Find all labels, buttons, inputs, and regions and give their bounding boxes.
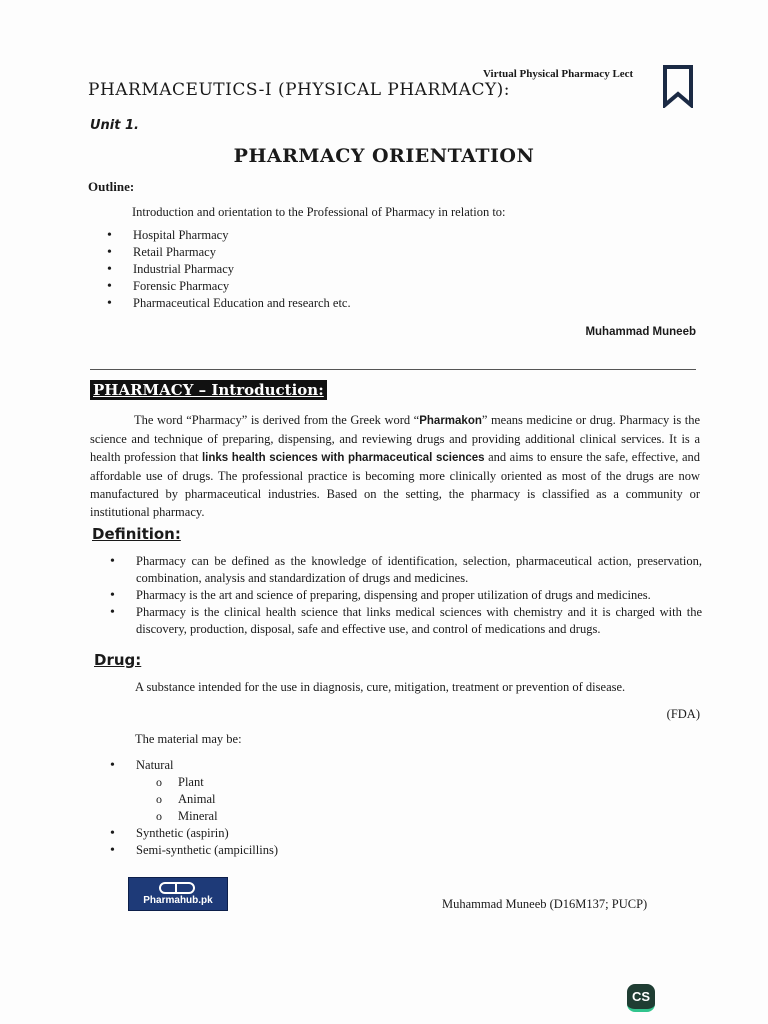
camscanner-badge-icon: CS <box>627 984 655 1012</box>
list-item: • Forensic Pharmacy <box>107 278 351 295</box>
list-item: • Pharmacy is the art and science of preparing, dispensing and proper utilization of drugs and medicines. <box>110 587 702 604</box>
lecture-header: Virtual Physical Pharmacy Lect <box>483 68 634 80</box>
list-item: • Industrial Pharmacy <box>107 261 351 278</box>
sub-list-item: o Animal <box>156 791 278 808</box>
natural-label: Natural <box>136 758 174 772</box>
outline-intro: Introduction and orientation to the Professional of Pharmacy in relation to: <box>132 205 506 219</box>
list-item: • Hospital Pharmacy <box>107 227 351 244</box>
list-item <box>110 757 278 825</box>
drug-definition: A substance intended for the use in diagnosis, cure, mitigation, treatment or prevention of disease. <box>135 680 626 694</box>
list-item: • Pharmacy is the clinical health science that links medical sciences with chemistry and it is charged with the discovery, production, disposal, safe and effective use, and control of medications and drugs. <box>110 604 702 638</box>
logo-mark-icon <box>159 882 195 894</box>
drug-heading: Drug: <box>94 651 142 669</box>
source-citation: (FDA) <box>666 707 700 721</box>
unit-label: Unit 1. <box>90 118 139 133</box>
definition-list <box>110 553 702 638</box>
list-item: • Pharmacy can be defined as the knowledge of identification, selection, pharmaceutical action, preservation, combination, analysis and standardization of drugs and medicines. <box>110 553 702 587</box>
subject-title: PHARMACEUTICS-I (PHYSICAL PHARMACY): <box>88 80 511 100</box>
list-item: • Pharmaceutical Education and research etc. <box>107 295 351 312</box>
intro-text-1: The word “Pharmacy” is derived from the Greek word “ <box>134 413 420 427</box>
list-item: • Retail Pharmacy <box>107 244 351 261</box>
material-list <box>110 757 278 859</box>
outline-list <box>107 227 351 312</box>
definition-heading: Definition: <box>92 525 181 543</box>
intro-paragraph <box>90 411 700 521</box>
logo-text: Pharmahub.pk <box>143 895 213 906</box>
natural-sublist <box>136 774 278 825</box>
intro-heading: PHARMACY – Introduction: <box>90 380 327 400</box>
footer-author: Muhammad Muneeb (D16M137; PUCP) <box>442 897 648 911</box>
pharmahub-logo <box>128 877 228 911</box>
material-intro: The material may be: <box>135 732 242 746</box>
intro-bold-1: Pharmakon <box>419 415 482 427</box>
bookmark-icon[interactable] <box>662 64 694 108</box>
intro-text-3: and aims to ensure the safe, effective, and affordable use of drugs. The professional practice is becoming more clinically oriented as most of the drugs are now manufactured by pharmaceutical industries. Based on the setting, the pharmacy is classified as a community or institutional pharmacy. <box>90 450 700 519</box>
intro-bold-2: links health sciences with pharmaceutical sciences <box>201 452 485 464</box>
list-item: • Semi-synthetic (ampicillins) <box>110 842 278 859</box>
intro-text-2: ” means medicine or drug. Pharmacy is the science and technique of preparing, dispensing, and reviewing drugs and providing additional clinical services. It is a health profession that <box>90 413 700 464</box>
sub-list-item: o Mineral <box>156 808 278 825</box>
divider <box>90 369 696 370</box>
sub-list-item: o Plant <box>156 774 278 791</box>
page-title: PHARMACY ORIENTATION <box>233 145 535 167</box>
list-item: • Synthetic (aspirin) <box>110 825 278 842</box>
outline-label: Outline: <box>88 179 135 194</box>
author-name: Muhammad Muneeb <box>585 326 696 338</box>
